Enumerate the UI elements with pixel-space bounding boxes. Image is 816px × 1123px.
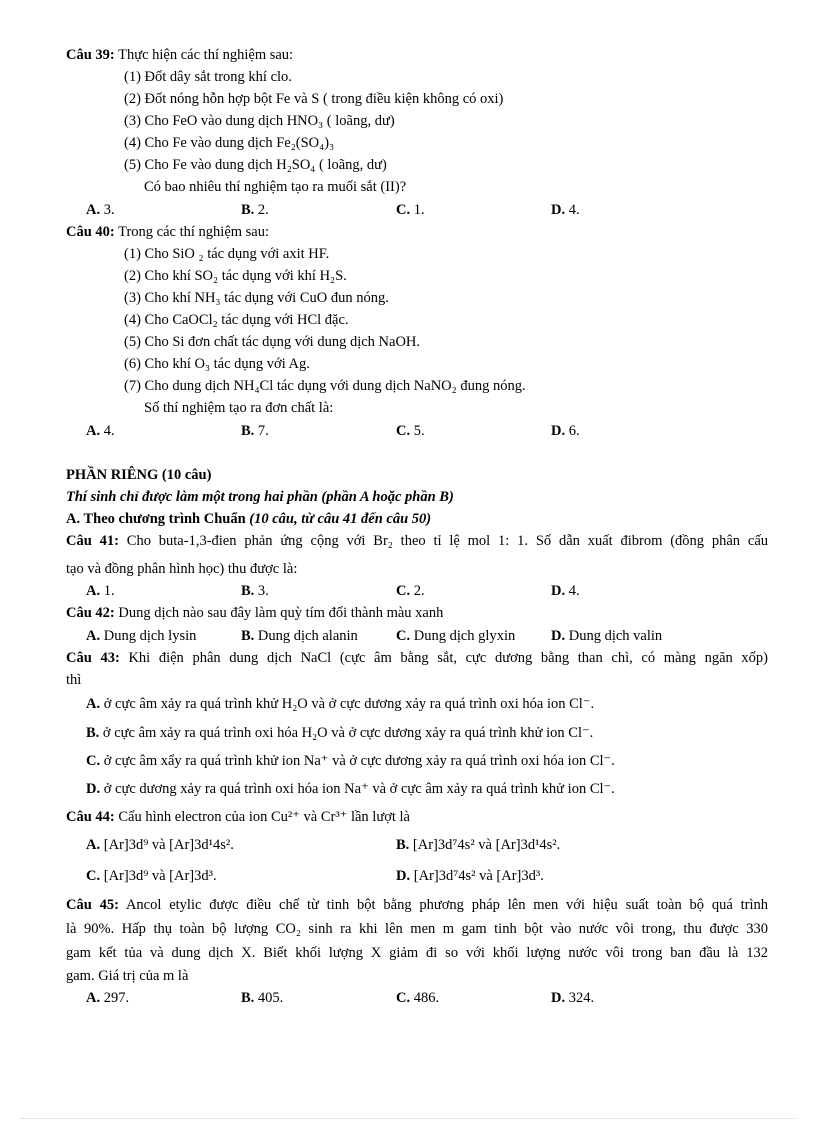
q39-item-3: (3) Cho FeO vào dung dịch HNO₃ ( loãng, dư) [124, 113, 395, 129]
part-a-heading [66, 510, 431, 528]
q42-option-a[interactable]: A. Dung dịch lysin [86, 628, 197, 644]
part-a-range: (10 câu, từ câu 41 đến câu 50) [249, 511, 432, 527]
q44-stem: Cấu hình electron của ion Cu²⁺ và Cr³⁺ lần lượt là [118, 809, 410, 825]
q40-option-b[interactable]: B. 7. [241, 423, 269, 439]
q44-option-a[interactable]: A. [Ar]3d⁹ và [Ar]3d¹4s². [86, 837, 234, 853]
q39-option-c[interactable]: C. 1. [396, 202, 425, 218]
q40-item-2: (2) Cho khí SO₂ tác dụng với khí H₂S. [124, 268, 347, 284]
q42-option-d[interactable]: D. Dung dịch valin [551, 628, 663, 644]
q44-label: Câu 44: [66, 809, 115, 825]
q42-stem: Dung dịch nào sau đây làm quỳ tím đổi thành màu xanh [118, 605, 444, 621]
q40-option-d[interactable]: D. 6. [551, 423, 580, 439]
q45-label: Câu 45: [66, 897, 119, 913]
q41-line-1 [66, 532, 768, 550]
q42-stem-line [66, 604, 443, 622]
q45-text-1: Ancol etylic được điều chế từ tinh bột bằng phương pháp lên men với hiệu suất toàn bộ quá trình [125, 897, 768, 913]
section-note: Thí sinh chỉ được làm một trong hai phần (phần A hoặc phần B) [66, 489, 454, 505]
q39-label: Câu 39: [66, 47, 115, 63]
q42-option-c[interactable]: C. Dung dịch glyxin [396, 628, 516, 644]
q40-item-1: (1) Cho SiO ₂ tác dụng với axit HF. [124, 246, 330, 262]
q43-option-b[interactable]: B. ở cực âm xảy ra quá trình oxi hóa H₂O và ở cực dương xảy ra quá trình khử ion Cl⁻. [86, 725, 594, 741]
q40-question: Số thí nghiệm tạo ra đơn chất là: [144, 400, 334, 416]
q39-item-1: (1) Đốt dây sắt trong khí clo. [124, 69, 292, 85]
q43-line-1 [66, 649, 768, 667]
q41-label: Câu 41: [66, 533, 119, 549]
q40-label: Câu 40: [66, 224, 115, 240]
section-title: PHẦN RIÊNG (10 câu) [66, 467, 212, 483]
q41-option-c[interactable]: C. 2. [396, 583, 425, 599]
q44-option-c[interactable]: C. [Ar]3d⁹ và [Ar]3d³. [86, 868, 217, 884]
q45-option-d[interactable]: D. 324. [551, 990, 595, 1006]
q45-line-2: là 90%. Hấp thụ toàn bộ lượng CO₂ sinh ra khi lên men m gam tinh bột vào nước vôi trong, thu được 330 [66, 921, 768, 937]
q45-option-b[interactable]: B. 405. [241, 990, 284, 1006]
q39-item-4: (4) Cho Fe vào dung dịch Fe₂(SO₄)₃ [124, 135, 335, 151]
q40-item-7: (7) Cho dung dịch NH₄Cl tác dụng với dung dịch NaNO₂ đung nóng. [124, 378, 526, 394]
q40-option-c[interactable]: C. 5. [396, 423, 425, 439]
q42-label: Câu 42: [66, 605, 115, 621]
q40-option-a[interactable]: A. 4. [86, 423, 115, 439]
q39-question: Có bao nhiêu thí nghiệm tạo ra muối sắt (II)? [144, 179, 407, 195]
q43-text-1: Khi điện phân dung dịch NaCl (cực âm bằng sắt, cực dương bằng than chì, có màng ngăn xốp) [128, 650, 769, 666]
q44-option-b[interactable]: B. [Ar]3d⁷4s² và [Ar]3d¹4s². [396, 837, 561, 853]
q40-item-6: (6) Cho khí O₃ tác dụng với Ag. [124, 356, 310, 372]
q40-stem: Trong các thí nghiệm sau: [118, 224, 270, 240]
q41-option-d[interactable]: D. 4. [551, 583, 580, 599]
part-a-label: A. Theo chương trình Chuẩn [66, 511, 246, 527]
q45-option-c[interactable]: C. 486. [396, 990, 440, 1006]
q40-item-5: (5) Cho Si đơn chất tác dụng với dung dịch NaOH. [124, 334, 421, 350]
q41-text-1: Cho buta-1,3-đien phản ứng cộng với Br₂ theo tỉ lệ mol 1: 1. Số dẫn xuất đibrom (đồng phân cấu [126, 533, 769, 549]
q39-option-a[interactable]: A. 3. [86, 202, 115, 218]
q39-item-2: (2) Đốt nóng hỗn hợp bột Fe và S ( trong điều kiện không có oxi) [124, 91, 504, 107]
q40-stem-line [66, 223, 269, 241]
q43-option-c[interactable]: C. ở cực âm xẩy ra quá trình khử ion Na⁺ và ở cực dương xảy ra quá trình oxi hóa ion Cl⁻. [86, 753, 615, 769]
q41-option-a[interactable]: A. 1. [86, 583, 115, 599]
q42-option-b[interactable]: B. Dung dịch alanin [241, 628, 358, 644]
q43-label: Câu 43: [66, 650, 120, 666]
q43-option-a[interactable]: A. ở cực âm xảy ra quá trình khử H₂O và ở cực dương xảy ra quá trình oxi hóa ion Cl⁻. [86, 696, 595, 712]
q39-option-d[interactable]: D. 4. [551, 202, 580, 218]
q39-stem-line [66, 46, 293, 64]
q45-line-1 [66, 896, 768, 914]
q41-line-2: tạo và đồng phân hình học) thu được là: [66, 561, 298, 577]
q45-option-a[interactable]: A. 297. [86, 990, 130, 1006]
q43-line-2: thì [66, 672, 82, 688]
q45-line-4: gam. Giá trị của m là [66, 968, 189, 984]
page-footer-divider [20, 1118, 796, 1119]
q40-item-3: (3) Cho khí NH₃ tác dụng với CuO đun nóng. [124, 290, 389, 306]
q44-option-d[interactable]: D. [Ar]3d⁷4s² và [Ar]3d³. [396, 868, 544, 884]
q40-item-4: (4) Cho CaOCl₂ tác dụng với HCl đặc. [124, 312, 349, 328]
q41-option-b[interactable]: B. 3. [241, 583, 269, 599]
q39-stem: Thực hiện các thí nghiệm sau: [118, 47, 294, 63]
q45-line-3: gam kết tủa và dung dịch X. Biết khối lượng X giảm đi so với khối lượng nước vôi trong ban đầu là 132 [66, 945, 768, 961]
q39-option-b[interactable]: B. 2. [241, 202, 269, 218]
q39-item-5: (5) Cho Fe vào dung dịch H₂SO₄ ( loãng, dư) [124, 157, 387, 173]
q43-option-d[interactable]: D. ở cực dương xảy ra quá trình oxi hóa ion Na⁺ và ở cực âm xảy ra quá trình khử ion Cl⁻. [86, 781, 615, 797]
q44-stem-line [66, 808, 410, 826]
